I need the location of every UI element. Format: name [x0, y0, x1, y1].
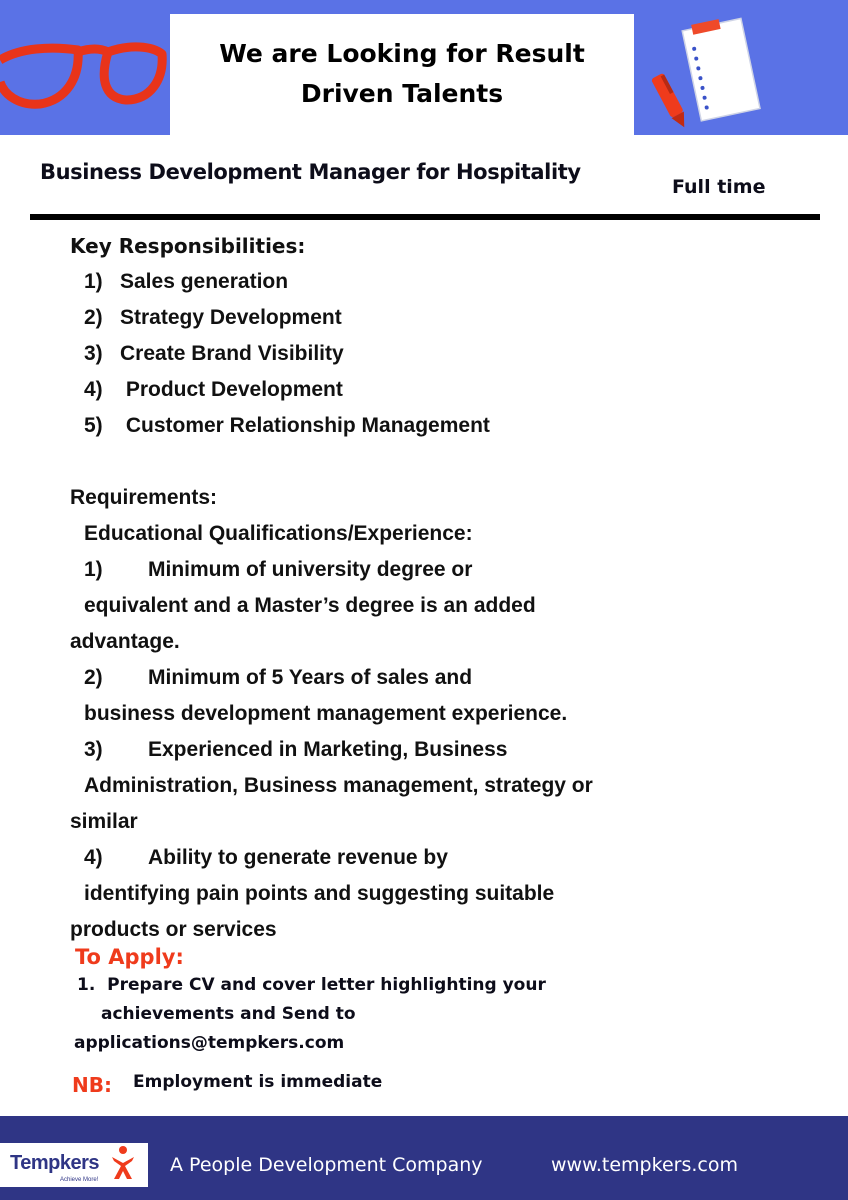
list-item-continuation: similar: [70, 810, 138, 833]
job-description: [70, 228, 770, 941]
list-item: 1) Sales generation: [84, 270, 289, 293]
apply-heading: To Apply:: [75, 945, 184, 969]
requirements-heading: Requirements:: [70, 486, 218, 509]
job-type: Full time: [672, 176, 766, 198]
page-title: [170, 34, 634, 114]
list-item-continuation: equivalent and a Master’s degree is an added: [84, 594, 536, 617]
logo-wordmark: Tempkers: [10, 1152, 100, 1174]
title-line-1: We are Looking for Result: [219, 39, 585, 68]
title-line-2: Driven Talents: [300, 79, 504, 108]
list-item: 3) Create Brand Visibility: [84, 342, 344, 365]
note-text: Employment is immediate: [133, 1072, 383, 1092]
apply-step-continuation: achievements and Send to: [101, 1004, 356, 1024]
list-item: 3) Experienced in Marketing, Business: [84, 738, 508, 761]
list-item: 2) Minimum of 5 Years of sales and: [84, 666, 473, 689]
list-item: 4) Product Development: [84, 378, 343, 401]
glasses-icon: [0, 38, 170, 118]
list-item: 2) Strategy Development: [84, 306, 342, 329]
notepad-pen-icon: [650, 14, 760, 132]
responsibilities-heading: Key Responsibilities:: [70, 234, 306, 258]
list-item-continuation: business development management experience.: [84, 702, 568, 725]
footer-website-link[interactable]: www.tempkers.com: [551, 1154, 738, 1176]
list-item-continuation: Administration, Business management, strategy or: [84, 774, 593, 797]
footer-tagline: A People Development Company: [170, 1154, 483, 1176]
requirements-subheading: Educational Qualifications/Experience:: [84, 522, 473, 545]
spacer: [70, 444, 770, 480]
logo-tagline: Achieve More!: [60, 1177, 99, 1183]
apply-step-text: Prepare CV and cover letter highlighting your: [107, 975, 546, 995]
list-item: 5) Customer Relationship Management: [84, 414, 490, 437]
apply-step-number: 1.: [77, 975, 96, 995]
note-label: NB:: [72, 1073, 112, 1097]
list-item-continuation: products or services: [70, 918, 277, 941]
divider: [30, 214, 820, 220]
list-item-continuation: identifying pain points and suggesting suitable: [84, 882, 555, 905]
apply-step: [77, 975, 546, 995]
job-title: Business Development Manager for Hospitality: [40, 160, 581, 184]
list-item: 4) Ability to generate revenue by: [84, 846, 448, 869]
apply-email[interactable]: applications@tempkers.com: [74, 1033, 345, 1053]
person-logo-icon: [110, 1145, 136, 1181]
list-item-continuation: advantage.: [70, 630, 180, 653]
list-item: 1) Minimum of university degree or: [84, 558, 473, 581]
